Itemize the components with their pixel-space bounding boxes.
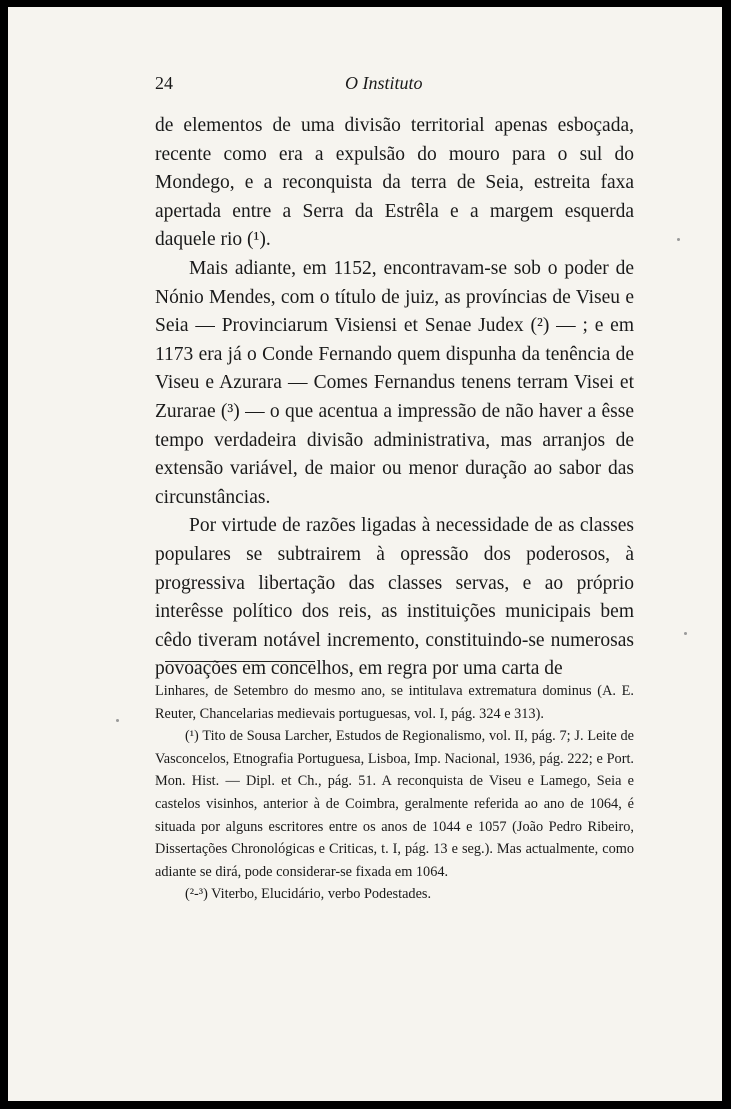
paragraph: Por virtude de razões ligadas à necessidade de as classes populares se subtrairem à opressão dos poderosos, à progressiva libertação das classes servas, e ao próprio interêsse político dos reis, as instituições municipais bem cêdo tiveram notável incremento, constituindo-se numerosas povoações em concelhos, em regra por uma carta de bbox=[155, 515, 634, 680]
footnote: Linhares, de Setembro do mesmo ano, se intitulava extrematura dominus (A. E. Reuter, Chancelarias medievais portuguesas, vol. I, pág. 324 e 313). bbox=[155, 683, 634, 722]
page-number: 24 bbox=[155, 73, 173, 93]
page-header bbox=[155, 73, 651, 97]
paper-speck bbox=[677, 238, 680, 241]
paragraph: Mais adiante, em 1152, encontravam-se sob o poder de Nónio Mendes, com o título de juiz, as províncias de Viseu e Seia — Provinciarum Visiensi et Senae Judex (²) — ; e em 1173 era já o Conde Fernando quem dispunha da tenência de Viseu e Azurara — Comes Fernandus tenens terram Visei et Zurarae (³) — o que acentua a impressão de não haver a êsse tempo verdadeira divisão administrativa, mas arranjos de extensão variável, de maior ou menor duração ao sabor das circunstâncias. bbox=[155, 257, 634, 508]
running-head: O Instituto bbox=[345, 73, 423, 93]
footnote: (¹) Tito de Sousa Larcher, Estudos de Regionalismo, vol. II, pág. 7; J. Leite de Vasconcelos, Etnografia Portuguesa, Lisboa, Imp. Nacional, 1936, pág. 222; e Port. Mon. Hist. — Dipl. et Ch., pág. 51. A reconquista de Viseu e Lamego, Seia e castelos visinhos, anterior à de Coimbra, geralmente referida ao ano de 1064, é situada por alguns escritores entre os anos de 1044 e 1057 (João Pedro Ribeiro, Dissertações Chronológicas e Criticas, t. I, pág. 13 e seg.). Mas actualmente, como adiante se dirá, pode considerar-se fixada em 1064. bbox=[155, 728, 634, 880]
footnotes bbox=[155, 680, 634, 906]
main-text bbox=[155, 112, 634, 684]
footnote-rule bbox=[165, 661, 315, 662]
paper-speck bbox=[116, 719, 119, 722]
paragraph: de elementos de uma divisão territorial apenas esboçada, recente como era a expulsão do mouro para o sul do Mondego, e a reconquista da terra de Seia, estreita faxa apertada entre a Serra da Estrêla e a margem esquerda daquele rio (¹). bbox=[155, 115, 634, 251]
footnote: (²-³) Viterbo, Elucidário, verbo Podestades. bbox=[185, 886, 432, 903]
paper-speck bbox=[684, 632, 687, 635]
